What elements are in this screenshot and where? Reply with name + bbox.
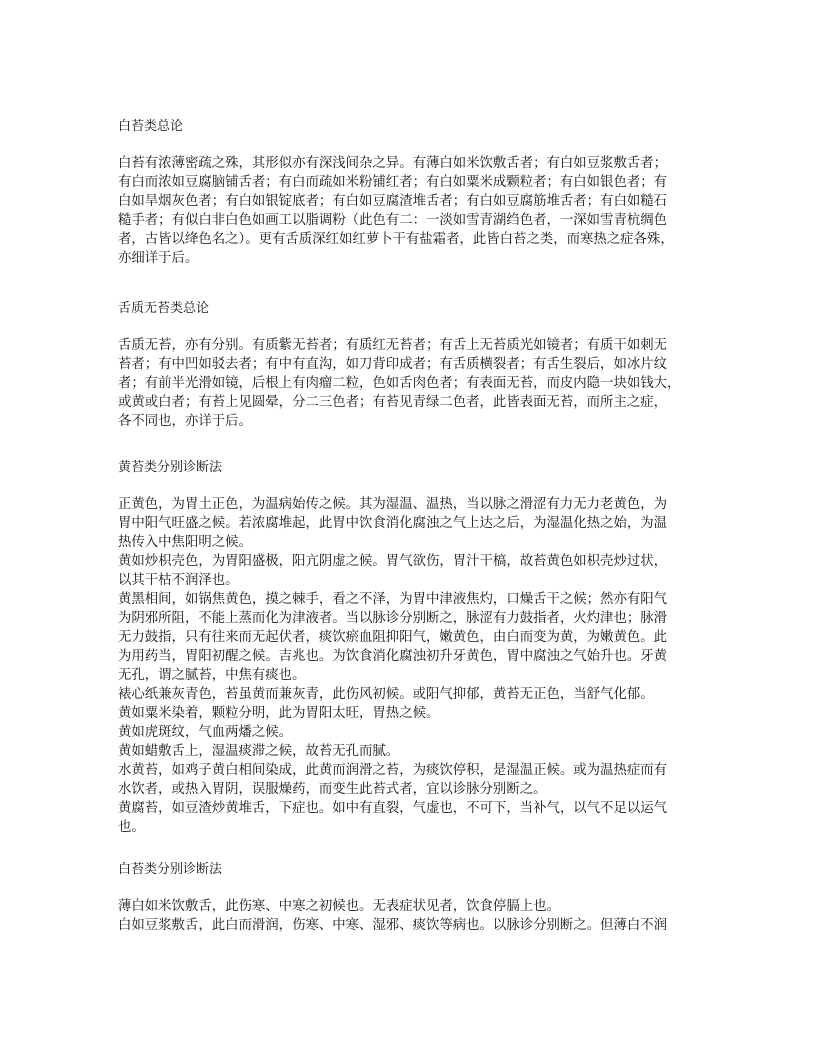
section-body [118, 495, 708, 837]
section-heading: 黄苔类分别诊断法 [118, 460, 223, 475]
text-line: 糙手者；有似白非白色如画工以脂调粉（此色有二：一淡如雪青湖绉色者，一深如雪青杭绸色 [118, 213, 668, 228]
text-line: 黄腐苔，如豆渣炒黄堆舌，下症也。如中有直裂，气虚也，不可下，当补气，以气不足以运气 [118, 801, 668, 816]
text-line: 有白而浓如豆腐脑铺舌者；有白而疏如米粉铺红者；有白如粟米成颗粒者；有白如银色者；有 [118, 175, 668, 190]
section-no-coating-overview [118, 299, 708, 431]
text-line: 或黄或白者；有苔上见圆晕，分二三色者；有苔见青绿二色者，此皆表面无苔，而所主之症， [118, 395, 668, 410]
section-heading: 白苔类总论 [118, 119, 184, 134]
section-yellow-coating-diagnosis [118, 458, 708, 837]
section-body [118, 336, 708, 431]
section-white-coating-overview [118, 117, 708, 268]
text-line: 舌质无苔，亦有分别。有质紫无苔者；有质红无苔者；有舌上无苔质光如镜者；有质干如刺无 [118, 338, 668, 353]
text-line: 苔者；有中凹如驳去者；有中有直沟，如刀背印成者；有舌质横裂者；有舌生裂后，如冰片纹 [118, 357, 668, 372]
text-line: 黄如炒枳壳色，为胃阳盛极，阳亢阴虚之候。胃气欲伤，胃汁干槁，故苔黄色如枳壳炒过状， [118, 554, 668, 569]
text-line: 亦细详于后。 [118, 251, 199, 266]
section-heading: 舌质无苔类总论 [118, 301, 210, 316]
text-line: 各不同也，亦详于后。 [118, 414, 252, 429]
text-line: 薄白如米饮敷舌，此伤寒、中寒之初候也。无表症状见者，饮食停膈上也。 [118, 899, 560, 914]
text-line: 黄如蜡敷舌上，湿温痰滞之候，故苔无孔而腻。 [118, 744, 400, 759]
text-line: 黄黑相间，如锅焦黄色，摸之棘手，看之不泽，为胃中津液焦灼，口燥舌干之候；然亦有阳气 [118, 592, 668, 607]
text-line: 无孔，谓之腻苔，中焦有痰也。 [118, 668, 306, 683]
text-line: 无力鼓指，只有往来而无起伏者，痰饮瘀血阻抑阳气，嫩黄色，由白而变为黄，为嫩黄色。此 [118, 630, 668, 645]
section-heading: 白苔类分别诊断法 [118, 862, 223, 877]
text-line: 黄如粟米染着，颗粒分明，此为胃阳太旺，胃热之候。 [118, 706, 440, 721]
text-line: 白如旱烟灰色者；有白如银锭底者；有白如豆腐渣堆舌者；有白如豆腐筋堆舌者；有白如糙石 [118, 194, 668, 209]
section-body [118, 154, 708, 268]
text-line: 胃中阳气旺盛之候。若浓腐堆起，此胃中饮食消化腐浊之气上达之后，为湿温化热之始，为温 [118, 516, 668, 531]
text-line: 白苔有浓薄密疏之殊，其形似亦有深浅间杂之异。有薄白如米饮敷舌者；有白如豆浆敷舌者； [118, 156, 668, 171]
text-line: 热传入中焦阳明之候。 [118, 535, 252, 550]
text-line: 正黄色，为胃土正色，为温病始传之候。其为湿温、温热，当以脉之滑涩有力无力老黄色，为 [118, 497, 668, 512]
text-line: 黄如虎斑纹，气血两燔之候。 [118, 725, 293, 740]
section-white-coating-diagnosis [118, 860, 708, 935]
text-line: 为用药当，胃阳初醒之候。吉兆也。为饮食消化腐浊初升牙黄色，胃中腐浊之气始升也。牙黄 [118, 649, 668, 664]
text-line: 裱心纸兼灰青色，苔虽黄而兼灰青，此伤风初候。或阳气抑郁，黄苔无正色，当舒气化郁。 [118, 687, 654, 702]
text-line: 者；有前半光滑如镜，后根上有肉瘤二粒，色如舌肉色者；有表面无苔，而皮内隐一块如钱大， [118, 376, 681, 391]
section-body [118, 897, 708, 935]
text-line: 以其干枯不润泽也。 [118, 573, 239, 588]
text-line: 水饮者，或热入胃阴，误服燥药，而变生此苔式者，宜以诊脉分别断之。 [118, 782, 547, 797]
text-line: 也。 [118, 820, 145, 835]
text-line: 为阴邪所阻，不能上蒸而化为津液者。当以脉诊分别断之，脉涩有力鼓指者，火灼津也；脉滑 [118, 611, 668, 626]
text-line: 白如豆浆敷舌，此白而滑润，伤寒、中寒、湿邪、痰饮等病也。以脉诊分别断之。但薄白不润 [118, 918, 668, 933]
text-line: 水黄苔，如鸡子黄白相间染成，此黄而润滑之苔，为痰饮停积，是湿温正候。或为温热症而有 [118, 763, 668, 778]
text-line: 者，古皆以绛色名之）。更有舌质深红如红萝卜干有盐霜者，此皆白苔之类，而寒热之症各殊， [118, 232, 674, 247]
